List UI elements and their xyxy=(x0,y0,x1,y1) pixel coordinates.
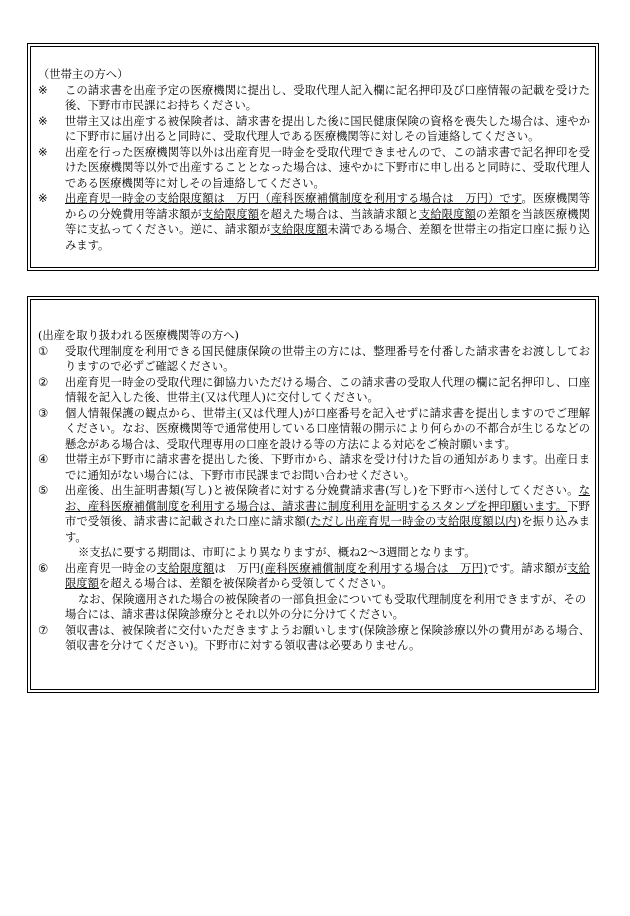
householder-item-2-text: 世帯主又は出産する被保険者は、請求書を提出した後に国民健康保険の資格を喪失した場合は、速やかに下野市に届け出ると同時に、受取代理人である医療機関等に対しその旨連絡してください。 xyxy=(65,114,590,143)
item-4-text-d: 未満である場合、差額を世帯主の指定口座に振り込みます。 xyxy=(65,223,590,252)
householder-item-1-text: この請求書を出産予定の医療機関に提出し、受取代理人記入欄に記名押印及び口座情報の記載を受けた後、下野市市民課にお持ちください。 xyxy=(65,83,590,112)
limit-term-underlined: 支給限度額 xyxy=(156,561,215,575)
institution-item-2-text: 出産育児一時金の受取代理に御協力いただける場合、この請求書の受取人代理の欄に記名押印し、口座情報を記入した後、世帯主(又は代理人)に交付してください。 xyxy=(65,375,590,404)
institution-item-6 xyxy=(38,561,590,592)
householder-notice-box xyxy=(27,43,599,271)
item-6-text-b: は 万円 xyxy=(214,561,261,575)
note-mark: ※ xyxy=(38,114,48,128)
institution-item-3 xyxy=(38,406,590,453)
institution-item-1-text: 受取代理制度を利用できる国民健康保険の世帯主の方には、整理番号を付番した請求書をお渡ししておりますので必ずご確認ください。 xyxy=(65,344,590,373)
medical-institution-notice-box xyxy=(27,296,599,693)
item-6-text-c: です。請求額が xyxy=(487,561,568,575)
householder-item-4 xyxy=(38,191,590,253)
item-number: ③ xyxy=(38,406,49,420)
institution-item-7-text: 領収書は、被保険者に交付いただきますようお願いします(保険診療と保険診療以外の費用がある場合、領収書を分けてください)。下野市に対する領収書は必要ありません。 xyxy=(65,623,590,652)
item-number: ⑤ xyxy=(38,484,49,497)
stamp-instruction-underlined: なお、産科医療補償制度を利用する場合は、請求書に制度利用を証明するスタンプを押印願います。 xyxy=(65,484,590,513)
insurance-copay-paragraph: なお、保険適用された場合の被保険者の一部負担金についても受取代理制度を利用できますが、その場合には、請求書は保険診療分とそれ以外の分に分けてください。 xyxy=(65,592,587,621)
limit-term-underlined: 支給限度額 xyxy=(65,561,590,590)
item-5-text-c: )を振り込みます。 xyxy=(65,515,590,544)
note-mark: ※ xyxy=(38,83,48,97)
item-number: ② xyxy=(38,375,49,389)
item-number: ① xyxy=(38,344,49,358)
institution-item-5 xyxy=(38,483,590,545)
householder-item-3-text: 出産を行った医療機関等以外は出産育児一時金を受取代理できませんので、この請求書で記名押印を受けた医療機関等以外で出産することとなった場合は、速やかに下野市に申し出ると同時に、受取代理人である医療機関等に対しその旨連絡してください。 xyxy=(65,145,590,190)
institution-item-4 xyxy=(38,452,590,483)
householder-item-3 xyxy=(38,145,590,192)
householder-notice-content xyxy=(38,67,590,253)
householder-item-1 xyxy=(38,83,590,114)
item-4-text-b: を超えた場合は、当該請求額と xyxy=(259,207,419,221)
item-number: ⑥ xyxy=(38,561,49,575)
institution-item-7 xyxy=(38,623,590,654)
limit-amount-underlined: 出産育児一時金の支給限度額は 万円（産科医療補償制度を利用する場合は 万円）です xyxy=(65,192,522,205)
householder-heading: （世帯主の方へ） xyxy=(38,68,129,81)
note-mark: ※ xyxy=(38,145,48,159)
payment-period-note: ※支払に要する期間は、市町により異なりますが、概ね2～3週間となります。 xyxy=(78,546,476,559)
institution-item-4-text: 世帯主が下野市に請求書を提出した後、下野市から、請求を受け付けた旨の通知があります。出産日までに通知がない場合には、下野市市民課までお問い合わせください。 xyxy=(65,453,590,482)
note-mark: ※ xyxy=(38,192,48,205)
item-6-text-a: 出産育児一時金の xyxy=(65,561,157,575)
medical-institution-notice-content xyxy=(38,328,590,654)
institution-item-3-text: 個人情報保護の観点から、世帯主(又は代理人)が口座番号を記入せずに請求書を提出しますのでご理解ください。なお、医療機関等で通常使用している口座情報の開示により何らかの不都合が生じるなどの懸念がある場合は、受取代理専用の口座を設ける等の方法による対応をご検討願います。 xyxy=(65,406,590,451)
item-5-text-a: 出産後、出生証明書類(写し)と被保険者に対する分娩費請求書(写し)を下野市へ送付してください。 xyxy=(65,484,579,497)
item-4-text-a: 。医療機関等からの分娩費用等請求額が xyxy=(65,192,590,221)
item-6-text-d: を超える場合は、差額を被保険者から受領してください。 xyxy=(98,577,393,590)
item-number: ⑦ xyxy=(38,623,49,637)
item-5-text-b: 下野市で受領後、請求書に記載された口座に請求額( xyxy=(65,499,590,528)
item-number: ④ xyxy=(38,453,49,466)
limit-within-underlined: ただし出産育児一時金の支給限度額以内 xyxy=(310,515,517,528)
institution-item-1 xyxy=(38,344,590,375)
limit-term-underlined: 支給限度額 xyxy=(270,223,328,236)
limit-term-underlined: 支給限度額 xyxy=(201,207,260,221)
householder-item-2 xyxy=(38,114,590,145)
institution-item-2 xyxy=(38,375,590,406)
obstetric-compensation-underlined: (産科医療補償制度を利用する場合は 万円) xyxy=(260,561,488,575)
limit-term-underlined: 支給限度額 xyxy=(418,207,476,221)
institution-heading: (出産を取り扱われる医療機関等の方へ) xyxy=(38,329,239,342)
item-4-text-c: の差額を当該医療機関等に支払ってください。逆に、請求額が xyxy=(65,207,590,236)
